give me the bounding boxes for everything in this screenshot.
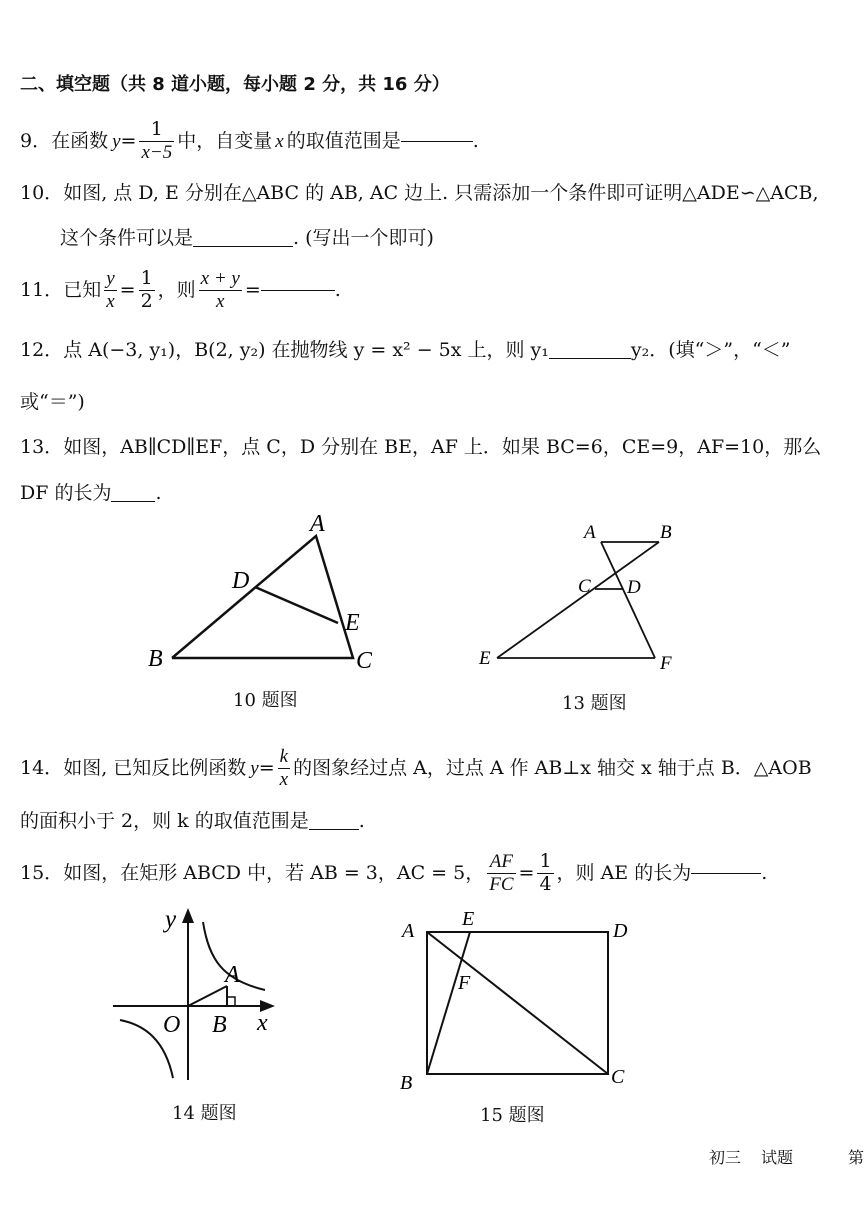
- question-number: 14．: [20, 756, 64, 779]
- segment-de: [255, 587, 338, 623]
- fraction-denominator: x: [279, 768, 289, 790]
- math-var: x: [275, 130, 284, 152]
- question-number: 15．: [20, 861, 64, 884]
- fraction: [199, 268, 242, 313]
- question-number: 13．: [20, 436, 64, 458]
- question-10: [20, 184, 819, 203]
- question-text: 点 A(−3, y₁)，B(2, y₂) 在抛物线 y = x² − 5x 上，则 y₁: [63, 339, 549, 361]
- label-a: A: [584, 522, 596, 543]
- math-op: =: [120, 129, 137, 152]
- question-text: 已知: [63, 278, 102, 301]
- answer-blank[interactable]: [549, 357, 631, 359]
- footer-label: 试题: [761, 1148, 794, 1167]
- label-e: E: [345, 610, 360, 636]
- fraction-denominator: x−5: [141, 141, 173, 163]
- label-o: O: [163, 1012, 181, 1038]
- label-c: C: [356, 648, 373, 674]
- footer-grade: 初三: [709, 1148, 742, 1167]
- math-op: =: [119, 278, 136, 301]
- label-f: F: [458, 972, 471, 994]
- question-14: [20, 744, 812, 792]
- label-a: A: [402, 920, 415, 942]
- question-text: 的图象经过点 A，过点 A 作 AB⊥x 轴交 x 轴于点 B．△AOB: [293, 756, 812, 779]
- question-text: ，则: [157, 278, 196, 301]
- question-13-line2: [20, 484, 162, 503]
- question-text: 的面积小于 2，则 k 的取值范围是: [20, 810, 309, 832]
- figure-15-rectangle: [390, 905, 640, 1100]
- fraction-numerator: x + y: [200, 267, 240, 289]
- question-number: 9．: [20, 129, 52, 152]
- right-angle-mark: [227, 997, 235, 1006]
- math-op: =: [244, 278, 261, 301]
- figure-15-caption: 15 题图: [480, 1105, 545, 1126]
- segment-oa: [188, 986, 227, 1006]
- label-d: D: [613, 920, 628, 942]
- label-f: F: [660, 653, 672, 674]
- question-text: 如图，在矩形 ABCD 中，若 AB = 3，AC = 5，: [63, 861, 485, 884]
- figure-14-caption: 14 题图: [172, 1103, 237, 1124]
- label-b: B: [400, 1072, 413, 1094]
- label-a: A: [225, 962, 240, 988]
- footer-page: 第: [848, 1148, 865, 1167]
- question-text: .: [358, 810, 365, 832]
- question-12: [20, 341, 791, 360]
- question-number: 12．: [20, 339, 64, 361]
- fraction: [139, 119, 174, 164]
- figure-10-caption: 10 题图: [233, 690, 298, 711]
- label-e: E: [462, 908, 475, 930]
- question-text: 如图，AB∥CD∥EF，点 C，D 分别在 BE，AF 上．如果 BC=6，CE=9，AF=10，那么: [63, 436, 822, 458]
- answer-blank[interactable]: [261, 289, 335, 291]
- question-10-line2: [60, 229, 434, 248]
- label-b: B: [660, 522, 672, 543]
- label-b: B: [148, 646, 163, 672]
- section-title: 二、填空题（共 8 道小题，每小题 2 分，共 16 分）: [20, 74, 450, 95]
- fraction: [487, 851, 515, 896]
- math-op: =: [518, 861, 535, 884]
- question-text: 如图, 已知反比例函数: [63, 756, 247, 779]
- question-12-line2: 或“＝”): [20, 391, 85, 413]
- question-9: [20, 118, 479, 164]
- label-e: E: [479, 648, 491, 669]
- answer-blank[interactable]: [401, 140, 473, 142]
- y-axis-arrow-icon: [182, 908, 194, 923]
- fraction-numerator: y: [106, 267, 115, 289]
- question-number: 11．: [20, 278, 64, 301]
- question-text: 如图, 点 D, E 分别在△ABC 的 AB, AC 边上. 只需添加一个条件即可证明△ADE∽△ACB,: [63, 182, 819, 204]
- fraction-numerator: 1: [139, 119, 174, 142]
- segment-be: [427, 932, 470, 1074]
- label-c: C: [578, 576, 591, 597]
- segment-af: [601, 542, 655, 658]
- answer-blank[interactable]: [691, 872, 761, 874]
- question-text: .: [334, 278, 341, 301]
- diagonal-ac: [427, 932, 608, 1074]
- fraction-denominator: 2: [140, 289, 153, 312]
- question-text: 这个条件可以是: [60, 227, 194, 249]
- label-d: D: [232, 568, 250, 594]
- question-text: y₂．(填“＞”，“＜”: [630, 339, 791, 361]
- fraction: [139, 268, 155, 313]
- figure-10-triangle: [140, 510, 390, 680]
- answer-blank[interactable]: [193, 245, 293, 247]
- question-text: .: [761, 861, 768, 884]
- fraction-denominator: x: [106, 290, 115, 312]
- label-c: C: [611, 1066, 625, 1088]
- question-text: .: [472, 129, 479, 152]
- question-text: 在函数: [51, 129, 109, 152]
- fraction-numerator: 1: [140, 266, 153, 289]
- question-15: [20, 848, 767, 898]
- fraction-numerator: 1: [539, 849, 552, 872]
- question-text: ，则 AE 的长为: [556, 861, 692, 884]
- fraction-numerator: k: [279, 745, 289, 767]
- label-x: x: [257, 1010, 268, 1036]
- question-text: DF 的长为: [20, 482, 112, 504]
- figure-13-parallel-lines: [470, 515, 690, 680]
- math-var: y: [112, 130, 121, 152]
- fraction-numerator: AF: [487, 851, 515, 874]
- label-b: B: [212, 1012, 227, 1038]
- fraction: [537, 851, 553, 896]
- fraction: [278, 746, 290, 791]
- figure-13-caption: 13 题图: [562, 693, 627, 714]
- figure-14-inverse-function: [105, 900, 285, 1090]
- math-op: =: [258, 756, 275, 779]
- segment-be: [497, 542, 659, 658]
- fraction-denominator: x: [216, 290, 225, 312]
- question-11: [20, 266, 341, 314]
- answer-blank[interactable]: [309, 828, 359, 830]
- question-14-line2: [20, 812, 365, 831]
- question-text: 中，自变量: [177, 129, 273, 152]
- fraction-denominator: 4: [539, 872, 552, 895]
- answer-blank[interactable]: [111, 500, 155, 502]
- label-d: D: [627, 577, 641, 598]
- math-var: y: [250, 757, 259, 779]
- fraction-denominator: FC: [489, 873, 514, 895]
- question-text: 的取值范围是: [286, 129, 401, 152]
- question-number: 10．: [20, 182, 64, 204]
- label-y: y: [165, 906, 177, 933]
- question-text: .: [155, 482, 162, 504]
- label-a: A: [310, 511, 325, 537]
- question-13: [20, 438, 821, 457]
- fraction: [104, 268, 116, 313]
- triangle-abc: [172, 536, 353, 658]
- question-text: . (写出一个即可): [293, 227, 434, 249]
